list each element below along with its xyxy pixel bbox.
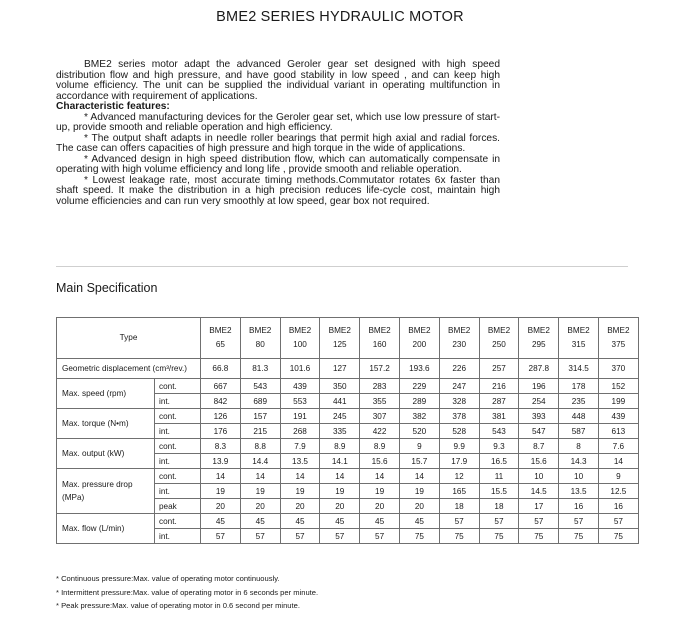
table-cell: 14 — [360, 469, 400, 484]
spec-table — [56, 317, 639, 544]
table-cell: 547 — [519, 424, 559, 439]
table-cell: 355 — [360, 394, 400, 409]
table-cell: 57 — [439, 514, 479, 529]
model-header — [559, 318, 599, 359]
table-cell: 689 — [240, 394, 280, 409]
table-cell: 9 — [598, 469, 638, 484]
section-divider — [56, 266, 628, 267]
page-title: BME2 SERIES HYDRAULIC MOTOR — [216, 9, 464, 25]
table-cell: 19 — [201, 484, 241, 499]
table-row — [57, 359, 639, 379]
model-name: BME2 — [288, 326, 312, 335]
table-cell: 268 — [280, 424, 320, 439]
row-sublabel: cont. — [155, 469, 201, 484]
table-row — [57, 379, 639, 394]
model-name: BME2 — [487, 326, 511, 335]
model-size: 125 — [332, 340, 347, 349]
table-cell: 19 — [399, 484, 439, 499]
table-cell: 16 — [598, 499, 638, 514]
table-cell: 528 — [439, 424, 479, 439]
table-cell: 57 — [519, 514, 559, 529]
table-cell: 45 — [201, 514, 241, 529]
table-cell: 20 — [201, 499, 241, 514]
table-cell: 45 — [320, 514, 360, 529]
table-cell: 75 — [598, 529, 638, 544]
row-label: Max. torque (N•m) — [57, 409, 155, 439]
header-row — [57, 318, 639, 359]
model-name: BME2 — [607, 326, 630, 335]
table-cell: 8.9 — [320, 439, 360, 454]
table-cell: 15.6 — [360, 454, 400, 469]
feature-item: * The output shaft adapts in needle roller bearings that permit high axial and radial forces. The case can offers capacities of high pressure and high torque in the wide of applications. — [56, 132, 500, 154]
table-cell: 20 — [320, 499, 360, 514]
table-cell: 126 — [201, 409, 241, 424]
row-sublabel: cont. — [155, 439, 201, 454]
model-size: 160 — [372, 340, 387, 349]
table-cell: 842 — [201, 394, 241, 409]
table-cell: 378 — [439, 409, 479, 424]
row-label: Max. speed (rpm) — [57, 379, 155, 409]
model-header — [399, 318, 439, 359]
row-label: Max. flow (L/min) — [57, 514, 155, 544]
model-name: BME2 — [368, 326, 391, 335]
table-cell: 57 — [598, 514, 638, 529]
model-size: 230 — [452, 340, 467, 349]
table-cell: 16 — [559, 499, 599, 514]
table-cell: 45 — [240, 514, 280, 529]
table-cell: 152 — [598, 379, 638, 394]
table-cell: 14.5 — [519, 484, 559, 499]
table-row — [57, 409, 639, 424]
table-cell: 7.6 — [598, 439, 638, 454]
model-name: BME2 — [448, 326, 471, 335]
row-sublabel: int. — [155, 424, 201, 439]
table-row — [57, 469, 639, 484]
table-row — [57, 439, 639, 454]
table-cell: 57 — [360, 529, 400, 544]
table-cell: 8.7 — [519, 439, 559, 454]
row-sublabel: int. — [155, 394, 201, 409]
table-cell: 543 — [240, 379, 280, 394]
table-cell: 422 — [360, 424, 400, 439]
model-size: 375 — [611, 340, 626, 349]
model-name: BME2 — [328, 326, 351, 335]
table-cell: 57 — [559, 514, 599, 529]
table-cell: 57 — [479, 514, 519, 529]
table-cell: 587 — [559, 424, 599, 439]
row-sublabel: int. — [155, 484, 201, 499]
table-cell: 254 — [519, 394, 559, 409]
table-cell: 216 — [479, 379, 519, 394]
table-cell: 16.5 — [479, 454, 519, 469]
table-cell: 57 — [280, 529, 320, 544]
feature-item: * Advanced design in high speed distribution flow, which can automatically compensate in operating with high volume efficiency and long life , provide smooth and reliable operation. — [56, 153, 500, 175]
table-cell: 13.5 — [559, 484, 599, 499]
model-size: 65 — [215, 340, 225, 349]
table-cell: 81.3 — [240, 359, 280, 379]
table-cell: 289 — [399, 394, 439, 409]
table-cell: 350 — [320, 379, 360, 394]
table-cell: 7.9 — [280, 439, 320, 454]
table-cell: 75 — [559, 529, 599, 544]
table-cell: 314.5 — [559, 359, 599, 379]
table-cell: 75 — [479, 529, 519, 544]
model-name: BME2 — [249, 326, 272, 335]
table-cell: 18 — [439, 499, 479, 514]
table-cell: 15.5 — [479, 484, 519, 499]
table-cell: 215 — [240, 424, 280, 439]
model-size: 295 — [531, 340, 546, 349]
row-sublabel: cont. — [155, 409, 201, 424]
table-cell: 543 — [479, 424, 519, 439]
table-cell: 287 — [479, 394, 519, 409]
model-header — [519, 318, 559, 359]
table-cell: 441 — [320, 394, 360, 409]
table-cell: 335 — [320, 424, 360, 439]
table-cell: 9 — [399, 439, 439, 454]
intro-paragraph: BME2 series motor adapt the advanced Geroler gear set designed with high speed distribution flow and high pressure, and have good stability in low speed , and can keep high volume efficiency. The unit can be supplied the individual variant in operating multifunction in accordance with requirement of applications. — [56, 59, 500, 102]
feature-item: * Lowest leakage rate, most accurate timing methods.Commutator rotates 6x faster than shaft speed. It make the distribution in a high precision reduces life-cycle cost, maintain high volume efficiencies and can run very smoothly at low speed, gear box not required. — [56, 174, 500, 207]
table-cell: 9.9 — [439, 439, 479, 454]
table-cell: 15.6 — [519, 454, 559, 469]
footnote: * Peak pressure:Max. value of operating motor in 0.6 second per minute. — [56, 601, 300, 610]
table-cell: 381 — [479, 409, 519, 424]
table-cell: 57 — [320, 529, 360, 544]
table-cell: 439 — [598, 409, 638, 424]
model-size: 250 — [492, 340, 506, 349]
table-cell: 19 — [360, 484, 400, 499]
table-cell: 66.8 — [201, 359, 241, 379]
table-cell: 45 — [399, 514, 439, 529]
model-header — [201, 318, 241, 359]
table-cell: 45 — [360, 514, 400, 529]
model-header — [479, 318, 519, 359]
row-sublabel: cont. — [155, 379, 201, 394]
table-cell: 14 — [399, 469, 439, 484]
table-cell: 328 — [439, 394, 479, 409]
footnote: * Intermittent pressure:Max. value of operating motor in 6 seconds per minute. — [56, 587, 319, 597]
description — [56, 60, 500, 207]
type-header: Type — [57, 318, 201, 359]
table-cell: 8.3 — [201, 439, 241, 454]
feature-item: * Advanced manufacturing devices for the Geroler gear set, which use low pressure of start-up, provide smooth and reliable operation and high efficiency. — [56, 111, 500, 133]
table-cell: 439 — [280, 379, 320, 394]
table-cell: 8.9 — [360, 439, 400, 454]
footnotes — [56, 572, 318, 613]
table-cell: 178 — [559, 379, 599, 394]
row-label: Max. pressure drop (MPa) — [57, 469, 155, 514]
table-cell: 14.1 — [320, 454, 360, 469]
table-cell: 12 — [439, 469, 479, 484]
model-header — [439, 318, 479, 359]
table-cell: 667 — [201, 379, 241, 394]
table-cell: 19 — [240, 484, 280, 499]
table-cell: 17.9 — [439, 454, 479, 469]
features-heading: Characteristic features: — [56, 101, 170, 112]
model-name: BME2 — [209, 326, 232, 335]
table-cell: 20 — [360, 499, 400, 514]
table-cell: 45 — [280, 514, 320, 529]
table-cell: 20 — [280, 499, 320, 514]
table-cell: 193.6 — [399, 359, 439, 379]
table-cell: 176 — [201, 424, 241, 439]
table-cell: 11 — [479, 469, 519, 484]
table-cell: 13.5 — [280, 454, 320, 469]
table-row — [57, 514, 639, 529]
table-cell: 283 — [360, 379, 400, 394]
table-cell: 18 — [479, 499, 519, 514]
table-cell: 235 — [559, 394, 599, 409]
row-label: Max. output (kW) — [57, 439, 155, 469]
table-cell: 382 — [399, 409, 439, 424]
row-label: Geometric displacement (cm³/rev.) — [57, 359, 201, 379]
table-cell: 10 — [559, 469, 599, 484]
table-cell: 20 — [240, 499, 280, 514]
table-cell: 15.7 — [399, 454, 439, 469]
model-header — [240, 318, 280, 359]
table-cell: 10 — [519, 469, 559, 484]
table-cell: 553 — [280, 394, 320, 409]
model-size: 200 — [412, 340, 427, 349]
model-header — [360, 318, 400, 359]
table-cell: 157.2 — [360, 359, 400, 379]
model-name: BME2 — [527, 326, 550, 335]
row-sublabel: peak — [155, 499, 201, 514]
table-cell: 287.8 — [519, 359, 559, 379]
table-cell: 75 — [519, 529, 559, 544]
model-header — [598, 318, 638, 359]
table-cell: 19 — [320, 484, 360, 499]
table-cell: 226 — [439, 359, 479, 379]
table-cell: 14 — [598, 454, 638, 469]
table-cell: 247 — [439, 379, 479, 394]
table-cell: 370 — [598, 359, 638, 379]
row-sublabel: int. — [155, 454, 201, 469]
model-size: 315 — [571, 340, 586, 349]
table-cell: 12.5 — [598, 484, 638, 499]
table-cell: 75 — [399, 529, 439, 544]
table-cell: 57 — [240, 529, 280, 544]
table-cell: 307 — [360, 409, 400, 424]
model-header — [320, 318, 360, 359]
table-cell: 199 — [598, 394, 638, 409]
table-cell: 20 — [399, 499, 439, 514]
table-cell: 157 — [240, 409, 280, 424]
model-header — [280, 318, 320, 359]
table-cell: 14 — [280, 469, 320, 484]
table-cell: 57 — [201, 529, 241, 544]
table-cell: 14 — [201, 469, 241, 484]
model-size: 80 — [255, 340, 265, 349]
table-cell: 127 — [320, 359, 360, 379]
table-cell: 9.3 — [479, 439, 519, 454]
table-cell: 14.4 — [240, 454, 280, 469]
table-cell: 75 — [439, 529, 479, 544]
table-cell: 14 — [240, 469, 280, 484]
table-cell: 229 — [399, 379, 439, 394]
table-cell: 520 — [399, 424, 439, 439]
table-cell: 191 — [280, 409, 320, 424]
table-cell: 17 — [519, 499, 559, 514]
table-cell: 19 — [280, 484, 320, 499]
model-name: BME2 — [408, 326, 431, 335]
table-cell: 257 — [479, 359, 519, 379]
table-cell: 101.6 — [280, 359, 320, 379]
table-cell: 8 — [559, 439, 599, 454]
table-cell: 165 — [439, 484, 479, 499]
table-cell: 13.9 — [201, 454, 241, 469]
table-cell: 613 — [598, 424, 638, 439]
table-cell: 14 — [320, 469, 360, 484]
table-cell: 393 — [519, 409, 559, 424]
section-title: Main Specification — [56, 281, 158, 295]
table-cell: 448 — [559, 409, 599, 424]
footnote: * Continuous pressure:Max. value of operating motor continuously. — [56, 574, 280, 583]
row-sublabel: cont. — [155, 514, 201, 529]
model-name: BME2 — [567, 326, 590, 335]
model-size: 100 — [293, 340, 307, 349]
table-cell: 196 — [519, 379, 559, 394]
row-sublabel: int. — [155, 529, 201, 544]
table-cell: 14.3 — [559, 454, 599, 469]
table-cell: 8.8 — [240, 439, 280, 454]
table-cell: 245 — [320, 409, 360, 424]
